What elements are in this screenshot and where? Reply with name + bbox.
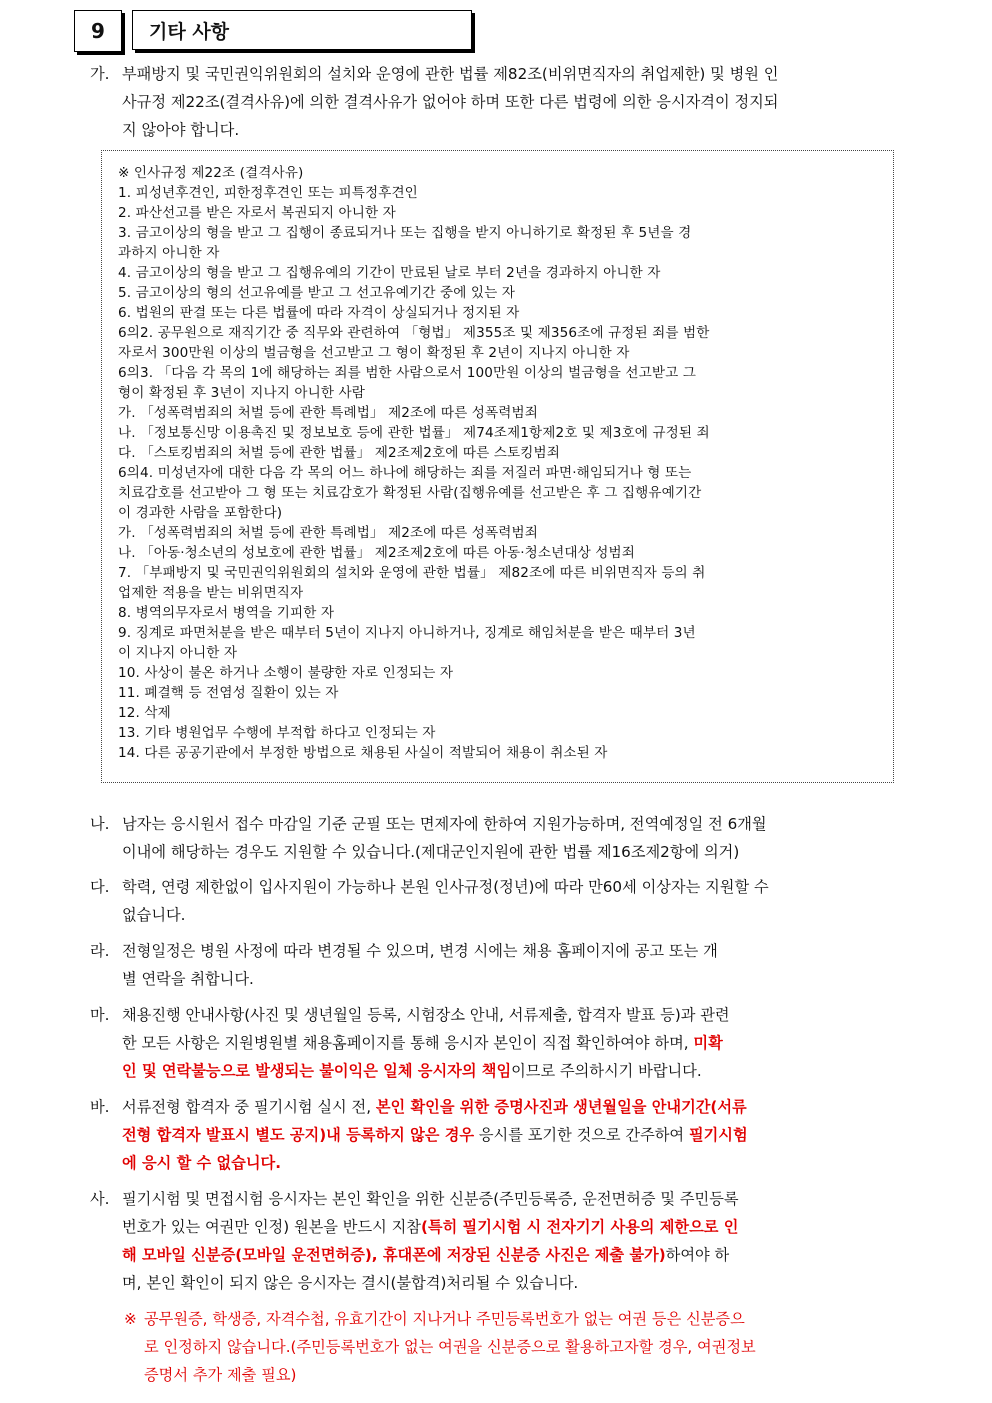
- note-line: 7. 「부패방지 및 국민권익위원회의 설치와 운영에 관한 법률」 제82조에 따른 비위면직자 등의 취: [118, 565, 706, 581]
- warning-text: 미확: [693, 1034, 723, 1052]
- note-line: 4. 금고이상의 형을 받고 그 집행유예의 기간이 만료된 날로 부터 2년을 경과하지 아니한 자: [118, 265, 661, 281]
- item-line: 별 연락을 취합니다.: [122, 970, 254, 988]
- note-line: 6. 법원의 판결 또는 다른 법률에 따라 자격이 상실되거나 정지된 자: [118, 305, 520, 321]
- note-line: 과하지 아니한 자: [118, 245, 220, 261]
- plain-text: 한 모든 사항은 지원병원별 채용홈페이지를 통해 응시자 본인이 직접 확인하여야 하며,: [122, 1034, 694, 1052]
- warning-text: 에 응시 할 수 없습니다.: [122, 1154, 281, 1172]
- item-ra: [90, 937, 922, 993]
- note-line: 6의3. 「다음 각 목의 1에 해당하는 죄를 범한 사람으로서 100만원 이상의 벌금형을 선고받고 그: [118, 365, 696, 381]
- item-line: 며, 본인 확인이 되지 않은 응시자는 결시(불합격)처리될 수 있습니다.: [122, 1274, 579, 1292]
- note-line: 나. 「아동·청소년의 성보호에 관한 법률」 제2조제2호에 따른 아동·청소년대상 성범죄: [118, 545, 635, 561]
- id-footnote: [124, 1305, 922, 1389]
- item-line: 채용진행 안내사항(사진 및 생년월일 등록, 시험장소 안내, 서류제출, 합격자 발표 등)과 관련: [122, 1006, 730, 1024]
- warning-text: 본인 확인을 위한 증명사진과 생년월일을 안내기간(서류: [375, 1098, 747, 1116]
- note-line: 1. 피성년후견인, 피한정후견인 또는 피특정후견인: [118, 185, 418, 201]
- item-line: 전형일정은 병원 사정에 따라 변경될 수 있으며, 변경 시에는 채용 홈페이지에 공고 또는 개: [122, 942, 718, 960]
- warning-text: (특히 필기시험 시 전자기기 사용의 제한으로 인: [420, 1218, 739, 1236]
- note-line: 14. 다른 공공기관에서 부정한 방법으로 채용된 사실이 적발되어 채용이 취소된 자: [118, 745, 608, 761]
- reference-mark-icon: ※: [124, 1310, 137, 1328]
- item-line: [122, 1093, 922, 1121]
- note-line: 13. 기타 병원업무 수행에 부적합 하다고 인정되는 자: [118, 725, 436, 741]
- note-line: 다. 「스토킹범죄의 처벌 등에 관한 법률」 제2조제2호에 따른 스토킹범죄: [118, 445, 560, 461]
- note-line: 11. 폐결핵 등 전염성 질환이 있는 자: [118, 685, 339, 701]
- item-ga: [90, 60, 922, 144]
- item-sa: [90, 1185, 922, 1297]
- item-line: 필기시험 및 면접시험 응시자는 본인 확인을 위한 신분증(주민등록증, 운전면허증 및 주민등록: [122, 1190, 739, 1208]
- item-ma: [90, 1001, 922, 1085]
- note-line: 2. 파산선고를 받은 자로서 복권되지 아니한 자: [118, 205, 396, 221]
- item-marker: 마.: [90, 1006, 110, 1024]
- note-line: 5. 금고이상의 형의 선고유예를 받고 그 선고유예기간 중에 있는 자: [118, 285, 515, 301]
- note-line: 나. 「정보통신망 이용촉진 및 정보보호 등에 관한 법률」 제74조제1항제2호 및 제3호에 규정된 죄: [118, 425, 710, 441]
- item-line: 지 않아야 합니다.: [122, 121, 240, 139]
- plain-text: 서류전형 합격자 중 필기시험 실시 전,: [122, 1098, 376, 1116]
- note-line: 6의2. 공무원으로 재직기간 중 직무와 관련하여 「형법」 제355조 및 제356조에 규정된 죄를 범한: [118, 325, 710, 341]
- note-line: 3. 금고이상의 형을 받고 그 집행이 종료되거나 또는 집행을 받지 아니하기로 확정된 후 5년을 경: [118, 225, 692, 241]
- note-line: 8. 병역의무자로서 병역을 기피한 자: [118, 605, 335, 621]
- item-da: [90, 873, 922, 929]
- plain-text: 이므로 주의하시기 바랍니다.: [511, 1062, 702, 1080]
- note-line: 9. 징계로 파면처분을 받은 때부터 5년이 지나지 아니하거나, 징계로 해임처분을 받은 때부터 3년: [118, 625, 696, 641]
- item-ba: [90, 1093, 922, 1177]
- warning-text: 전형 합격자 발표시 별도 공지)내 등록하지 않은 경우: [122, 1126, 475, 1144]
- item-line: 사규정 제22조(결격사유)에 의한 결격사유가 없어야 하며 또한 다른 법령에 의한 응시자격이 정지되: [122, 93, 779, 111]
- item-marker: 나.: [90, 815, 110, 833]
- note-lines: [118, 163, 883, 763]
- note-line: 자로서 300만원 이상의 벌금형을 선고받고 그 형이 확정된 후 2년이 지나지 아니한 자: [118, 345, 630, 361]
- note-line: 6의4. 미성년자에 대한 다음 각 목의 어느 하나에 해당하는 죄를 저질러 파면·해임되거나 형 또는: [118, 465, 692, 481]
- note-line: 이 지나지 아니한 자: [118, 645, 238, 661]
- item-line: 이내에 해당하는 경우도 지원할 수 있습니다.(제대군인지원에 관한 법률 제16조제2항에 의거): [122, 843, 740, 861]
- item-line: 부패방지 및 국민권익위원회의 설치와 운영에 관한 법률 제82조(비위면직자의 취업제한) 및 병원 인: [122, 65, 779, 83]
- warning-text: 인 및 연락불능으로 발생되는 불이익은 일체 응시자의 책임: [122, 1062, 512, 1080]
- item-marker: 라.: [90, 942, 110, 960]
- section-title: 기타 사항: [132, 10, 472, 50]
- note-line: ※ 인사규정 제22조 (결격사유): [118, 165, 304, 181]
- item-line: [122, 1121, 922, 1149]
- item-line: [122, 1149, 922, 1177]
- item-line: [122, 1029, 922, 1057]
- item-line: [122, 1241, 922, 1269]
- item-line: 남자는 응시원서 접수 마감일 기준 군필 또는 면제자에 한하여 지원가능하며, 전역예정일 전 6개월: [122, 815, 767, 833]
- item-line: [122, 1057, 922, 1085]
- item-line: [122, 1213, 922, 1241]
- warning-text: 해 모바일 신분증(모바일 운전면허증), 휴대폰에 저장된 신분증 사진은 제출 불가): [122, 1246, 666, 1264]
- note-line: 형이 확정된 후 3년이 지나지 아니한 사람: [118, 385, 365, 401]
- note-line: 10. 사상이 불온 하거나 소행이 불량한 자로 인정되는 자: [118, 665, 454, 681]
- plain-text: 번호가 있는 여권만 인정) 원본을 반드시 지참: [122, 1218, 421, 1236]
- item-marker: 가.: [90, 65, 110, 83]
- footnote-line: 로 인정하지 않습니다.(주민등록번호가 없는 여권을 신분증으로 활용하고자할 경우, 여권정보: [144, 1338, 756, 1356]
- item-marker: 사.: [90, 1190, 110, 1208]
- note-line: 업제한 적용을 받는 비위면직자: [118, 585, 304, 601]
- disqualification-note-box: [101, 150, 894, 783]
- warning-text: 필기시험: [688, 1126, 748, 1144]
- note-line: 가. 「성폭력범죄의 처벌 등에 관한 특례법」 제2조에 따른 성폭력범죄: [118, 405, 538, 421]
- section-number: 9: [74, 10, 122, 52]
- item-line: 없습니다.: [122, 906, 186, 924]
- item-marker: 바.: [90, 1098, 110, 1116]
- plain-text: 응시를 포기한 것으로 간주하여: [474, 1126, 689, 1144]
- note-line: 치료감호를 선고받아 그 형 또는 치료감호가 확정된 사람(집행유예를 선고받은 후 그 집행유예기간: [118, 485, 702, 501]
- note-line: 가. 「성폭력범죄의 처벌 등에 관한 특례법」 제2조에 따른 성폭력범죄: [118, 525, 538, 541]
- note-line: 12. 삭제: [118, 705, 171, 721]
- item-marker: 다.: [90, 878, 110, 896]
- footnote-line: 증명서 추가 제출 필요): [144, 1366, 297, 1384]
- footnote-line: 공무원증, 학생증, 자격수첩, 유효기간이 지나거나 주민등록번호가 없는 여권 등은 신분증으: [144, 1310, 745, 1328]
- note-line: 이 경과한 사람을 포함한다): [118, 505, 283, 521]
- item-na: [90, 810, 922, 866]
- plain-text: 하여야 하: [665, 1246, 730, 1264]
- item-line: 학력, 연령 제한없이 입사지원이 가능하나 본원 인사규정(정년)에 따라 만60세 이상자는 지원할 수: [122, 878, 769, 896]
